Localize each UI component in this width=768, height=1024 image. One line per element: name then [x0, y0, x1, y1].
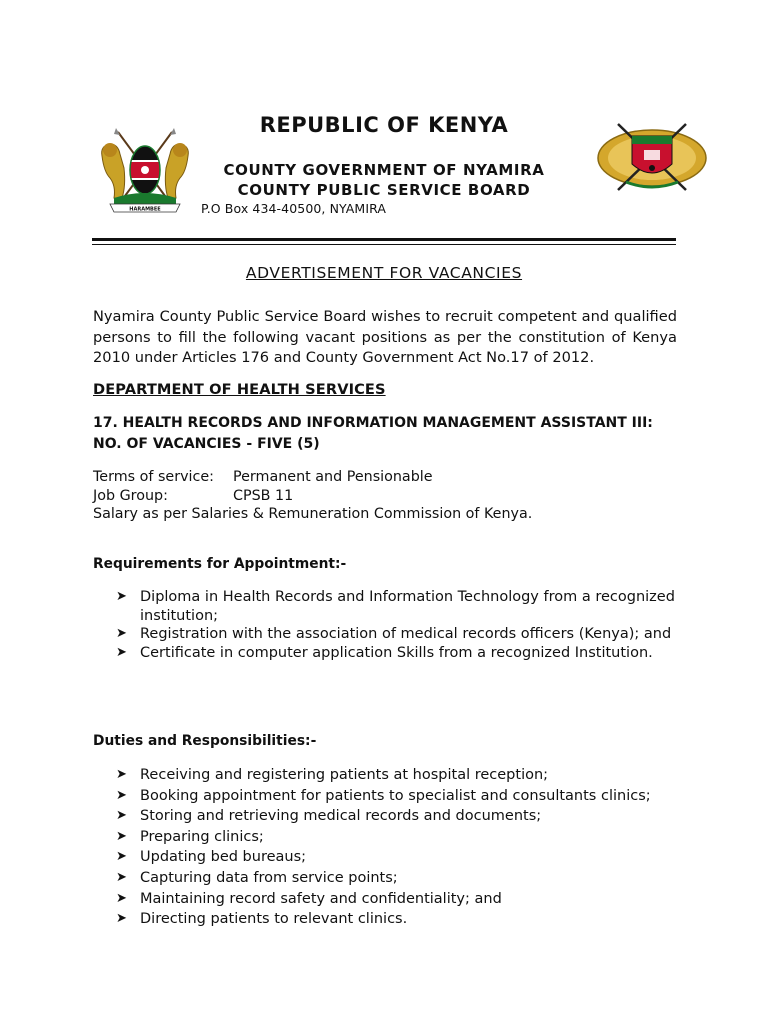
job-group-label: Job Group: [93, 487, 168, 504]
arrowhead-bullet-icon: ➤ [116, 808, 127, 824]
list-item [116, 644, 676, 663]
header-address: P.O Box 434-40500, NYAMIRA [201, 201, 387, 216]
list-item [116, 847, 676, 868]
header-subtitle-county-government: COUNTY GOVERNMENT OF NYAMIRA [223, 161, 545, 179]
header-title: REPUBLIC OF KENYA [259, 113, 509, 137]
requirements-list [116, 588, 676, 662]
terms-of-service-value: Permanent and Pensionable [233, 469, 433, 485]
duties-list [116, 765, 676, 930]
requirement-text: Diploma in Health Records and Information Technology from a recognized institution; [140, 589, 675, 624]
header-subtitle-service-board: COUNTY PUBLIC SERVICE BOARD [237, 181, 531, 199]
list-item [116, 786, 676, 807]
job-group-value: CPSB 11 [233, 487, 294, 504]
duty-text: Maintaining record safety and confidentiality; and [140, 890, 502, 907]
duty-text: Storing and retrieving medical records and documents; [140, 808, 542, 825]
department-heading: DEPARTMENT OF HEALTH SERVICES [93, 381, 386, 398]
list-item [116, 868, 676, 889]
arrowhead-bullet-icon: ➤ [116, 626, 127, 641]
intro-paragraph: Nyamira County Public Service Board wishes to recruit competent and qualified persons to fill the following vacant positions as per the constitution of Kenya 2010 under Articles 176 and County Government Act No.17 of 2012. [93, 308, 677, 366]
duty-text: Preparing clinics; [140, 828, 264, 845]
salary-line: Salary as per Salaries & Remuneration Commission of Kenya. [93, 506, 533, 522]
terms-of-service-label: Terms of service: [93, 469, 214, 485]
job-title: 17. HEALTH RECORDS AND INFORMATION MANAGEMENT ASSISTANT III: NO. OF VACANCIES - FIVE (5) [93, 415, 653, 452]
list-item [116, 588, 676, 625]
list-item [116, 625, 676, 644]
list-item [116, 827, 676, 848]
list-item [116, 909, 676, 930]
header-divider-thick [92, 238, 676, 241]
arrowhead-bullet-icon: ➤ [116, 869, 127, 885]
terms-block [93, 468, 532, 524]
requirement-text: Registration with the association of medical records officers (Kenya); and [140, 626, 672, 642]
arrowhead-bullet-icon: ➤ [116, 828, 127, 844]
advertisement-title: ADVERTISEMENT FOR VACANCIES [245, 264, 523, 282]
arrowhead-bullet-icon: ➤ [116, 787, 127, 803]
motto-text: HARAMBEE [129, 206, 161, 213]
list-item [116, 806, 676, 827]
job-group-row [93, 487, 532, 506]
arrowhead-bullet-icon: ➤ [116, 767, 127, 782]
duty-text: Updating bed bureaus; [140, 849, 307, 866]
terms-of-service-row [93, 468, 532, 487]
requirements-heading: Requirements for Appointment:- [93, 556, 347, 572]
arrowhead-bullet-icon: ➤ [116, 890, 127, 906]
duties-heading: Duties and Responsibilities:- [93, 733, 317, 749]
requirement-text: Certificate in computer application Skills from a recognized Institution. [140, 644, 653, 661]
header-divider-thin [92, 244, 676, 245]
arrowhead-bullet-icon: ➤ [116, 644, 127, 660]
list-item [116, 765, 676, 786]
duty-text: Receiving and registering patients at hospital reception; [140, 767, 549, 783]
arrowhead-bullet-icon: ➤ [116, 911, 127, 927]
arrowhead-bullet-icon: ➤ [116, 849, 127, 865]
duty-text: Capturing data from service points; [140, 869, 398, 886]
duty-text: Booking appointment for patients to specialist and consultants clinics; [140, 787, 651, 804]
arrowhead-bullet-icon: ➤ [116, 589, 127, 604]
list-item [116, 889, 676, 910]
duty-text: Directing patients to relevant clinics. [140, 911, 408, 928]
